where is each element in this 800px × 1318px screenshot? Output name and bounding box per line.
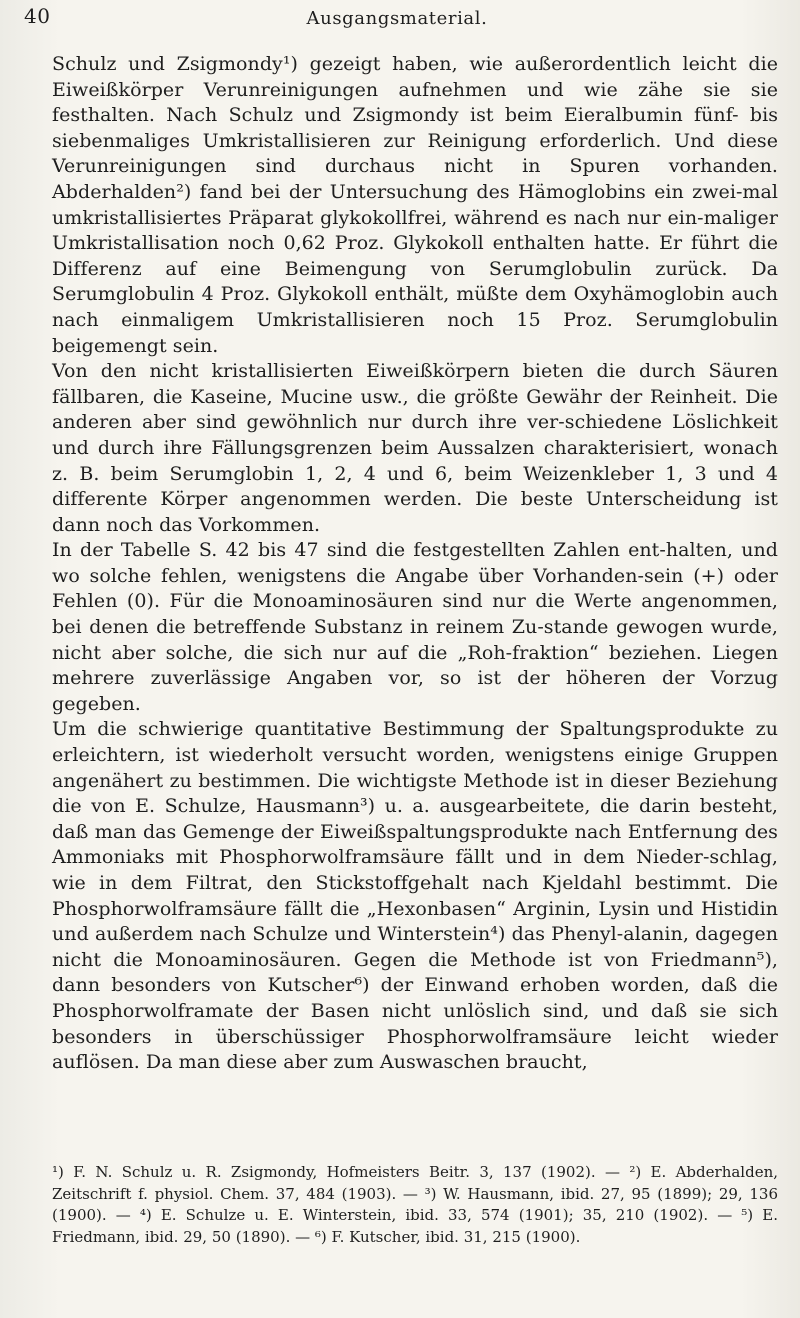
paragraph-2: Von den nicht kristallisierten Eiweißkörpern bieten die durch Säuren fällbaren, die Kaseine, Mucine usw., die größte Gewähr der Reinheit. Die anderen aber sind gewöhnlich nur durch ihre ver-schiedene Löslichkeit und durch ihre Fällungsgrenzen beim Aussalzen charakterisiert, wonach z. B. beim Serumglobin 1, 2, 4 und 6, beim Weizenkleber 1, 3 und 4 differente Körper angenommen werden. Die beste Unterscheidung ist dann noch das Vorkommen. xyxy=(52,360,778,536)
footnotes: ¹) F. N. Schulz u. R. Zsigmondy, Hofmeisters Beitr. 3, 137 (1902). — ²) E. Abderhalden, Zeitschrift f. physiol. Chem. 37, 484 (1903). — ³) W. Hausmann, ibid. 27, 95 (1899); 29, 136 (1900). — ⁴) E. Schulze u. E. Winterstein, ibid. 33, 574 (1901); 35, 210 (1902). — ⁵) E. Friedmann, ibid. 29, 50 (1890). — ⁶) F. Kutscher, ibid. 31, 215 (1900). xyxy=(52,1163,778,1246)
running-head: Ausgangsmaterial. xyxy=(306,8,488,29)
body-text xyxy=(52,52,778,1076)
paragraph-3: In der Tabelle S. 42 bis 47 sind die festgestellten Zahlen ent-halten, und wo solche fehlen, wenigstens die Angabe über Vorhanden-sein (+) oder Fehlen (0). Für die Monoaminosäuren sind nur die Werte angenommen, bei denen die betreffende Substanz in reinem Zu-stande gewogen wurde, nicht aber solche, die sich nur auf die „Roh-fraktion“ beziehen. Liegen mehrere zuverlässige Angaben vor, so ist der höheren der Vorzug gegeben. xyxy=(52,539,778,715)
paragraph-4: Um die schwierige quantitative Bestimmung der Spaltungsprodukte zu erleichtern, ist wiederholt versucht worden, wenigstens einige Gruppen angenähert zu bestimmen. Die wichtigste Methode ist in dieser Beziehung die von E. Schulze, Hausmann³) u. a. ausgearbeitete, die darin besteht, daß man das Gemenge der Eiweißspaltungsprodukte nach Entfernung des Ammoniaks mit Phosphorwolframsäure fällt und in dem Nieder-schlag, wie in dem Filtrat, den Stickstoffgehalt nach Kjeldahl bestimmt. Die Phosphorwolframsäure fällt die „Hexonbasen“ Arginin, Lysin und Histidin und außerdem nach Schulze und Winterstein⁴) das Phenyl-alanin, dagegen nicht die Monoaminosäuren. Gegen die Methode ist von Friedmann⁵), dann besonders von Kutscher⁶) der Einwand erhoben worden, daß die Phosphorwolframate der Basen nicht unlöslich sind, und daß sie sich besonders in überschüssiger Phosphorwolframsäure leicht wieder auflösen. Da man diese aber zum Auswaschen braucht, xyxy=(52,718,778,1074)
page-number: 40 xyxy=(24,4,51,28)
paragraph-1: Schulz und Zsigmondy¹) gezeigt haben, wie außerordentlich leicht die Eiweißkörper Verunreinigungen aufnehmen und wie zähe sie sie festhalten. Nach Schulz und Zsigmondy ist beim Eieralbumin fünf- bis siebenmaliges Umkristallisieren zur Reinigung erforderlich. Und diese Verunreinigungen sind durchaus nicht in Spuren vorhanden. Abderhalden²) fand bei der Untersuchung des Hämoglobins ein zwei-mal umkristallisiertes Präparat glykokollfrei, während es nach nur ein-maliger Umkristallisation noch 0,62 Proz. Glykokoll enthalten hatte. Er führt die Differenz auf eine Beimengung von Serumglobulin zurück. Da Serumglobulin 4 Proz. Glykokoll enthält, müßte dem Oxyhämoglobin auch nach einmaligem Umkristallisieren noch 15 Proz. Serumglobulin beigemengt sein. xyxy=(52,53,778,357)
page-header xyxy=(24,4,770,38)
